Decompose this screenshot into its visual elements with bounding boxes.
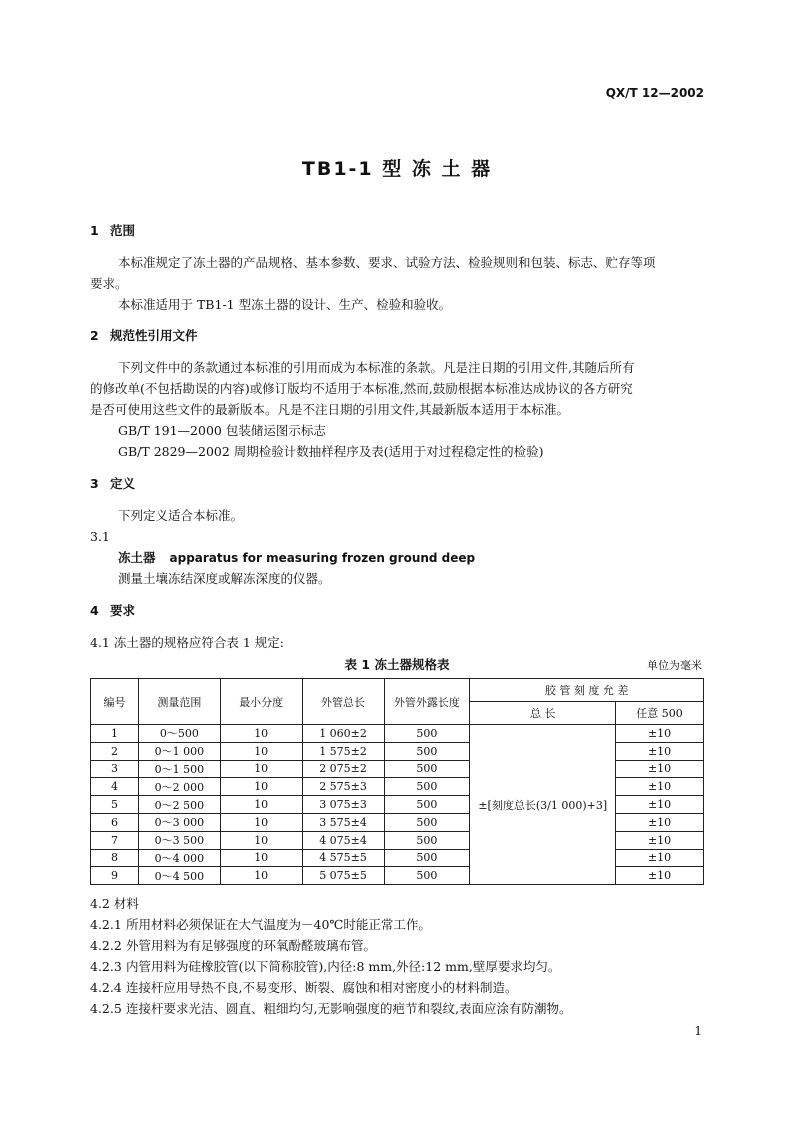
reference-1: GB/T 191—2000 包装储运图示标志: [118, 423, 326, 438]
clause-text: 连接杆应用导热不良,不易变形、断裂、腐蚀和相对密度小的材料制造。: [126, 980, 518, 995]
section-title: 要求: [110, 603, 136, 618]
section-number: 4: [90, 603, 99, 618]
table-row: [91, 725, 704, 743]
section-1-heading: [90, 221, 704, 241]
clause-4-2-4: [90, 978, 704, 998]
table-header-row: [91, 679, 704, 702]
cell-no: 8: [91, 849, 139, 867]
cell-expose-len: 500: [384, 778, 470, 796]
cell-min-div: 10: [220, 796, 302, 814]
document-title: TB1-1 型 冻 土 器: [301, 158, 493, 180]
section-number: 2: [90, 328, 99, 343]
section-4-heading: [90, 601, 704, 621]
cell-min-div: 10: [220, 725, 302, 743]
table-title: 表 1 冻土器规格表: [344, 657, 450, 672]
term-chinese: 冻土器: [118, 550, 156, 565]
cell-min-div: 10: [220, 742, 302, 760]
subsection-number: 3.1: [90, 529, 110, 544]
clause-number: 4.2.5: [90, 1001, 122, 1016]
term-definition: 测量土壤冻结深度或解冻深度的仪器。: [118, 571, 331, 586]
header-no: 编号: [91, 679, 139, 725]
section-2-heading: [90, 326, 704, 346]
clause-text: 外管用料为有足够强度的环氧酚醛玻璃布管。: [126, 938, 377, 953]
s1-paragraph-1-cont: 要求。: [90, 276, 128, 291]
s2-paragraph-1-cont: 的修改单(不包括勘误的内容)或修订版均不适用于本标准,然而,鼓励根据本标准达成协议的各方研究: [90, 381, 633, 396]
header-outer-length: 外管总长: [302, 679, 384, 725]
s1-paragraph-2: 本标准适用于 TB1-1 型冻土器的设计、生产、检验和验收。: [118, 297, 452, 312]
cell-outer-len: 5 075±5: [302, 867, 384, 885]
cell-range: 0～4 500: [138, 867, 220, 885]
cell-outer-len: 4 575±5: [302, 849, 384, 867]
section-title: 范围: [110, 223, 136, 238]
spec-table: [90, 678, 704, 885]
s2-paragraph-1: 下列文件中的条款通过本标准的引用而成为本标准的条款。凡是注日期的引用文件,其随后所有: [118, 360, 635, 375]
cell-any-500: ±10: [616, 831, 704, 849]
cell-min-div: 10: [220, 867, 302, 885]
cell-range: 0～500: [138, 725, 220, 743]
clause-number: 4.2.4: [90, 980, 122, 995]
clause-4-2-5: [90, 999, 704, 1019]
clause-text: 所用材料必须保证在大气温度为－40℃时能正常工作。: [126, 917, 431, 932]
cell-no: 6: [91, 813, 139, 831]
cell-any-500: ±10: [616, 796, 704, 814]
cell-any-500: ±10: [616, 813, 704, 831]
cell-no: 7: [91, 831, 139, 849]
cell-expose-len: 500: [384, 760, 470, 778]
section-title: 规范性引用文件: [110, 328, 198, 343]
clause-4-2-1: [90, 915, 704, 935]
cell-no: 5: [91, 796, 139, 814]
cell-outer-len: 2 575±3: [302, 778, 384, 796]
cell-min-div: 10: [220, 778, 302, 796]
clause-number: 4.2.3: [90, 959, 122, 974]
cell-no: 9: [91, 867, 139, 885]
cell-expose-len: 500: [384, 813, 470, 831]
cell-outer-len: 2 075±2: [302, 760, 384, 778]
cell-range: 0～1 500: [138, 760, 220, 778]
clause-text: 内管用料为硅橡胶管(以下简称胶管),内径:8 mm,外径:12 mm,壁厚要求均匀。: [126, 959, 561, 974]
s3-paragraph-1: 下列定义适合本标准。: [118, 508, 244, 523]
cell-outer-len: 3 575±4: [302, 813, 384, 831]
header-any-500: 任意 500: [616, 702, 704, 725]
header-tolerance-group: 胶 管 刻 度 允 差: [470, 679, 704, 702]
cell-range: 0～2 000: [138, 778, 220, 796]
cell-min-div: 10: [220, 831, 302, 849]
cell-expose-len: 500: [384, 725, 470, 743]
cell-min-div: 10: [220, 760, 302, 778]
cell-no: 2: [91, 742, 139, 760]
cell-min-div: 10: [220, 849, 302, 867]
clause-number: 4.2.2: [90, 938, 122, 953]
cell-outer-len: 3 075±3: [302, 796, 384, 814]
cell-range: 0～2 500: [138, 796, 220, 814]
clause-4-2-3: [90, 957, 704, 977]
cell-range: 0～1 000: [138, 742, 220, 760]
clause-4-2-2: [90, 936, 704, 956]
s2-paragraph-1-end: 是否可使用这些文件的最新版本。凡是不注日期的引用文件,其最新版本适用于本标准。: [90, 402, 569, 417]
cell-no: 1: [91, 725, 139, 743]
cell-any-500: ±10: [616, 778, 704, 796]
cell-total-tolerance: ±[刻度总长(3/1 000)+3]: [470, 725, 616, 885]
clause-4-1: 4.1 冻土器的规格应符合表 1 规定:: [90, 635, 284, 650]
section-number: 3: [90, 476, 99, 491]
term-english: apparatus for measuring frozen ground deep: [169, 551, 476, 565]
cell-no: 4: [91, 778, 139, 796]
cell-expose-len: 500: [384, 831, 470, 849]
clause-4-2: 4.2 材料: [90, 896, 139, 911]
cell-expose-len: 500: [384, 849, 470, 867]
cell-any-500: ±10: [616, 867, 704, 885]
cell-expose-len: 500: [384, 742, 470, 760]
reference-2: GB/T 2829—2002 周期检验计数抽样程序及表(适用于对过程稳定性的检验): [118, 444, 544, 459]
header-range: 测量范围: [138, 679, 220, 725]
section-title: 定义: [110, 476, 136, 491]
clause-number: 4.2.1: [90, 917, 122, 932]
cell-range: 0～3 500: [138, 831, 220, 849]
cell-outer-len: 4 075±4: [302, 831, 384, 849]
clause-text: 连接杆要求光洁、圆直、粗细均匀,无影响强度的疤节和裂纹,表面应涂有防潮物。: [126, 1001, 572, 1016]
cell-min-div: 10: [220, 813, 302, 831]
header-min-div: 最小分度: [220, 679, 302, 725]
cell-outer-len: 1 575±2: [302, 742, 384, 760]
term-line: [118, 548, 704, 568]
header-total: 总 长: [470, 702, 616, 725]
section-number: 1: [90, 223, 99, 238]
cell-range: 0～4 000: [138, 849, 220, 867]
cell-expose-len: 500: [384, 796, 470, 814]
cell-expose-len: 500: [384, 867, 470, 885]
cell-no: 3: [91, 760, 139, 778]
cell-any-500: ±10: [616, 742, 704, 760]
cell-range: 0～3 000: [138, 813, 220, 831]
page-number: 1: [694, 1024, 702, 1038]
cell-outer-len: 1 060±2: [302, 725, 384, 743]
header-exposed-length: 外管外露长度: [384, 679, 470, 725]
cell-any-500: ±10: [616, 849, 704, 867]
s1-paragraph-1: 本标准规定了冻土器的产品规格、基本参数、要求、试验方法、检验规则和包装、标志、贮存等项: [118, 255, 656, 270]
standard-code: QX/T 12—2002: [605, 86, 704, 100]
cell-any-500: ±10: [616, 760, 704, 778]
section-3-heading: [90, 474, 704, 494]
table-unit: 单位为毫米: [647, 659, 702, 672]
cell-any-500: ±10: [616, 725, 704, 743]
